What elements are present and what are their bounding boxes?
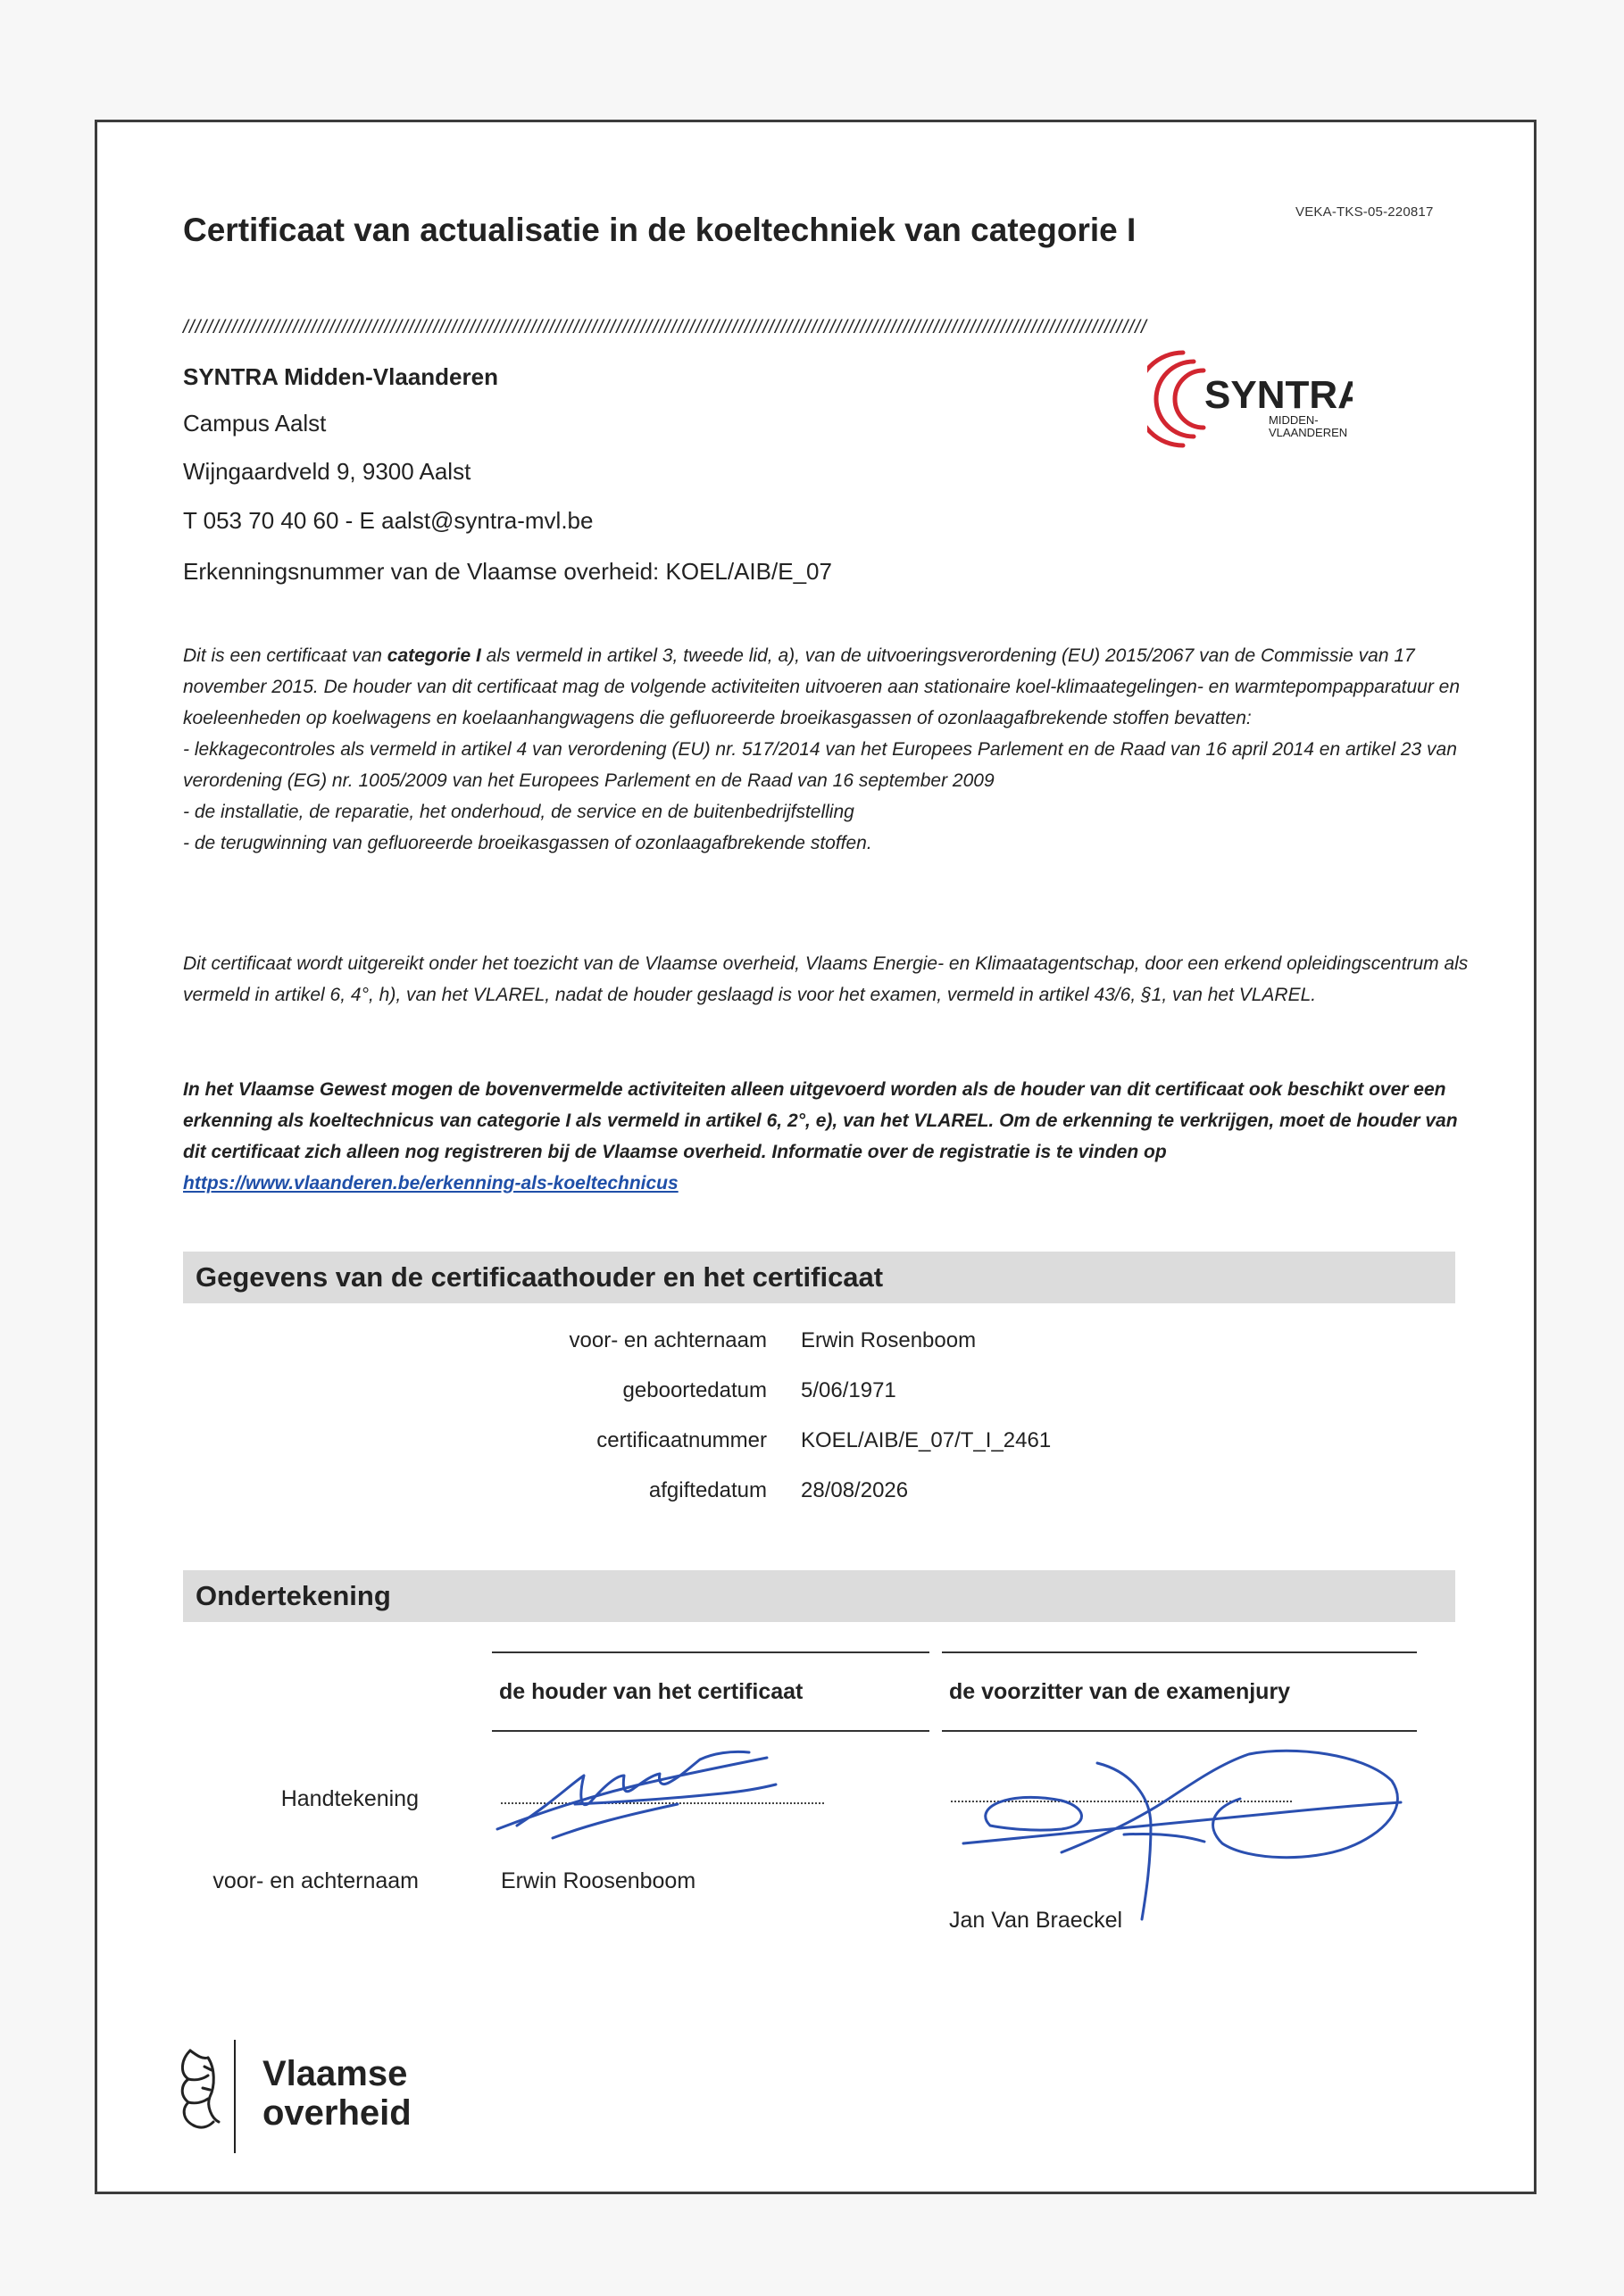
institution-name: SYNTRA Midden-Vlaanderen: [183, 363, 498, 390]
activity-bullet-3: - de terugwinning van gefluoreerde broeikasgassen of ozonlaagafbrekende stoffen.: [183, 833, 872, 853]
reference-code: VEKA-TKS-05-220817: [1295, 204, 1434, 220]
birthdate-value: 5/06/1971: [801, 1378, 896, 1402]
registration-text: In het Vlaamse Gewest mogen de bovenvermelde activiteiten alleen uitgevoerd worden als de houder van dit certificaat ook beschikt over een erkenning als koeltechnicus van categorie I als vermeld in artikel 6, 2°, e), van het VLAREL. Om de erkenning te verkrijgen, moet de houder van dit certificaat zich alleen nog registreren bij de Vlaamse overheid. Informatie over de registratie is te vinden op: [183, 1079, 1458, 1162]
holder-name-label: voor- en achternaam: [569, 1328, 767, 1352]
syntra-logo-sub1: MIDDEN-: [1269, 413, 1319, 427]
supervision-paragraph: [183, 948, 1469, 1011]
registration-link[interactable]: https://www.vlaanderen.be/erkenning-als-koeltechnicus: [183, 1173, 679, 1194]
holder-section-heading: Gegevens van de certificaathouder en het certificaat: [183, 1252, 1455, 1303]
holder-column-rule: [492, 1730, 929, 1732]
chair-column-rule: [942, 1730, 1417, 1732]
signature-section-heading: Ondertekening: [183, 1570, 1455, 1622]
p1-category: categorie I: [387, 645, 481, 666]
birthdate-label: geboortedatum: [622, 1378, 767, 1402]
holder-signature-name: Erwin Roosenboom: [501, 1868, 696, 1893]
certificate-title: Certificaat van actualisatie in de koeltechniek van categorie I: [183, 212, 1137, 248]
signature-row-label: Handtekening: [280, 1786, 419, 1811]
chair-signature-name: Jan Van Braeckel: [949, 1908, 1123, 1933]
recognition-number: Erkenningsnummer van de Vlaamse overheid: KOEL/AIB/E_07: [183, 558, 832, 585]
syntra-logo-sub2: VLAANDEREN: [1269, 426, 1348, 439]
holder-column-top-rule: [492, 1651, 929, 1653]
flemish-government-logo-line1: Vlaamse: [262, 2054, 408, 2093]
separator-line: //////////////////////////////////////////////////////////////////////////////////////////////////////////////////////////////////////////////////////////////: [183, 317, 1147, 337]
category-paragraph: [183, 640, 1469, 859]
issue-date-label: afgiftedatum: [648, 1478, 767, 1502]
syntra-logo: [1147, 345, 1353, 453]
holder-column-heading: de houder van het certificaat: [499, 1679, 804, 1704]
p1-text-a: Dit is een certificaat van: [183, 645, 387, 666]
institution-contact: T 053 70 40 60 - E aalst@syntra-mvl.be: [183, 507, 594, 534]
certificate-page: [95, 120, 1537, 2194]
institution-campus: Campus Aalst: [183, 410, 327, 437]
flemish-lion-icon: [163, 2033, 253, 2158]
syntra-logo-word: SYNTRA: [1204, 373, 1353, 417]
holder-handwritten-signature: [490, 1740, 812, 1847]
p1-text-c: als vermeld in artikel 3, tweede lid, a), van de uitvoeringsverordening (EU) 2015/2067 van de Commissie van 17 november 2015. De houder van dit certificaat mag de volgende activiteiten uitvoeren aan stationaire koel-klimaategelingen- en warmtepompapparatuur en koeleenheden op koelwagens en koelaanhangwagens die gefluoreerde broeikasgassen of ozonlaagafbrekende stoffen bevatten:: [183, 645, 1461, 728]
certificate-number-value: KOEL/AIB/E_07/T_I_2461: [801, 1428, 1052, 1452]
certificate-number-label: certificaatnummer: [596, 1428, 767, 1452]
chair-handwritten-signature: [954, 1736, 1419, 1924]
institution-address: Wijngaardveld 9, 9300 Aalst: [183, 458, 471, 485]
chair-column-top-rule: [942, 1651, 1417, 1653]
supervision-text: Dit certificaat wordt uitgereikt onder het toezicht van de Vlaamse overheid, Vlaams Energie- en Klimaatagentschap, door een erkend opleidingscentrum als vermeld in artikel 6, 4°, h), van het VLAREL, nadat de houder geslaagd is voor het examen, vermeld in artikel 43/6, §1, van het VLAREL.: [183, 953, 1469, 1005]
issue-date-value: 28/08/2026: [801, 1478, 909, 1502]
registration-paragraph: [183, 1074, 1469, 1199]
activity-bullet-2: - de installatie, de reparatie, het onderhoud, de service en de buitenbedrijfstelling: [183, 802, 854, 822]
holder-name-value: Erwin Rosenboom: [801, 1328, 977, 1352]
flemish-government-logo-line2: overheid: [262, 2093, 412, 2133]
activity-bullet-1: - lekkagecontroles als vermeld in artikel 4 van verordening (EU) nr. 517/2014 van het Europees Parlement en de Raad van 16 april 2014 en artikel 23 van verordening (EG) nr. 1005/2009 van het Europees Parlement en de Raad van 16 september 2009: [183, 739, 1457, 791]
chair-column-heading: de voorzitter van de examenjury: [949, 1679, 1291, 1704]
name-row-label: voor- en achternaam: [212, 1868, 419, 1893]
